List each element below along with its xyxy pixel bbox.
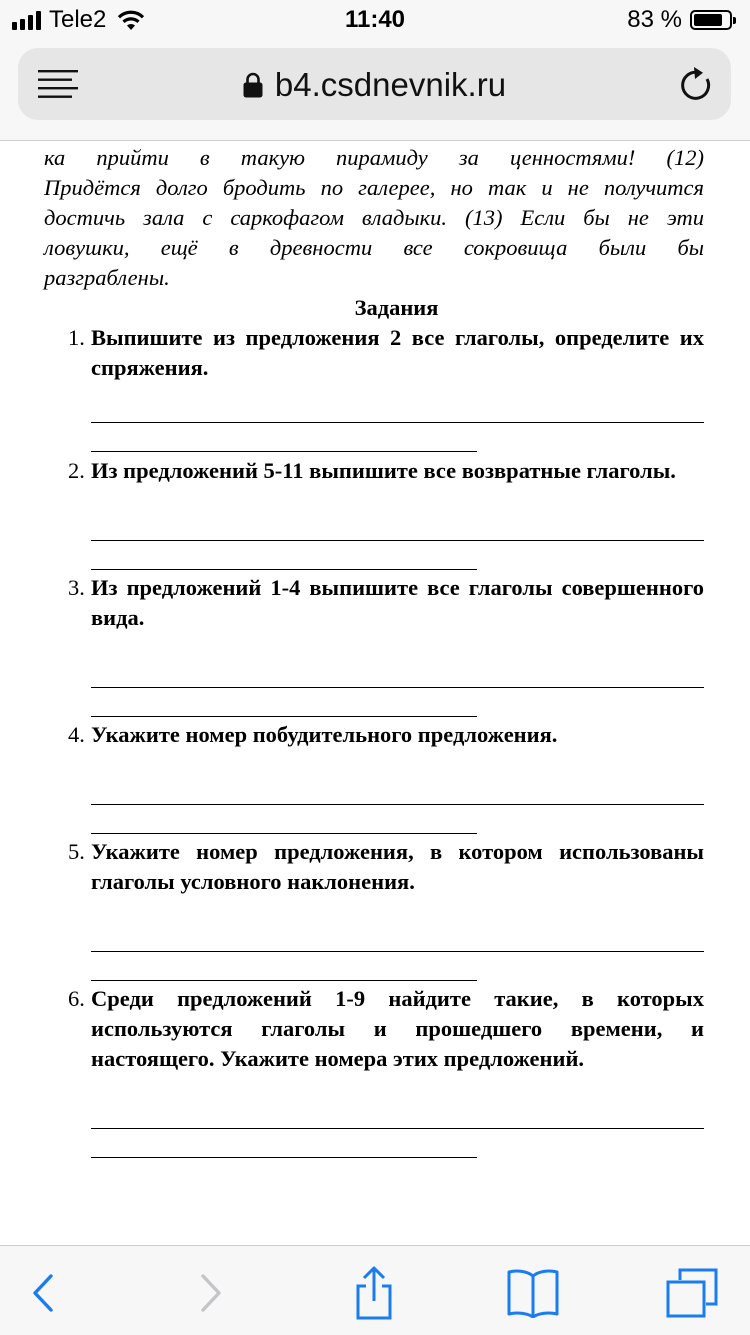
task-item [44,984,704,1074]
document-content [44,143,704,1158]
battery-icon [690,10,732,30]
intro-line: Придётся долго бродить по галерее, но так и не получится [44,175,704,200]
task-number: 1. [68,325,85,350]
browser-navigation [0,40,750,141]
tabs-icon [666,1268,718,1318]
forward-icon [199,1273,223,1313]
task-item [44,573,704,633]
share-button[interactable] [344,1268,404,1318]
task-text: Из предложений 5-11 выпишите все возвратные глаголы. [91,458,676,483]
bookmarks-icon [505,1268,561,1318]
battery-nub [733,17,736,24]
reload-icon[interactable] [679,66,713,102]
url-text[interactable]: b4.csdnevnik.ru [274,66,507,103]
task-item [44,323,704,383]
tabs-button[interactable] [662,1268,722,1318]
task-text: Среди предложений 1-9 найдите такие, в которых используются глаголы и прошедшего времени, и настоящего. Укажите номера этих предложений. [91,986,704,1071]
share-icon [352,1266,396,1320]
forward-button[interactable] [181,1268,241,1318]
lock-icon [243,72,263,98]
task-number: 5. [68,839,85,864]
task-item [44,720,704,750]
status-time: 11:40 [344,6,406,33]
task-number: 4. [68,722,85,747]
task-number: 2. [68,458,85,483]
back-button[interactable] [13,1268,73,1318]
task-text: Выпишите из предложения 2 все глаголы, определите их спряжения. [91,325,704,380]
intro-line: ловушки, ещё в древности все сокровища были бы [44,235,704,260]
task-item [44,837,704,897]
tasks-heading: Задания [354,295,439,320]
address-bar[interactable] [18,48,731,120]
status-bar [0,0,750,40]
intro-paragraph [44,143,704,293]
intro-line: разграблены. [44,265,170,290]
task-number: 3. [68,575,85,600]
task-text: Укажите номер побудительного предложения. [91,722,558,747]
status-right [627,6,732,34]
intro-line: достичь зала с саркофагом владыки. (13) Если бы не эти [44,205,704,230]
bookmarks-button[interactable] [503,1268,563,1318]
task-text: Укажите номер предложения, в котором использованы глаголы условного наклонения. [91,839,704,894]
task-text: Из предложений 1-4 выпишите все глаголы совершенного вида. [91,575,704,630]
back-icon [31,1273,55,1313]
bottom-toolbar [0,1245,750,1335]
answer-line [91,1157,477,1158]
carrier-name: Tele2 [49,6,107,33]
intro-line: ка прийти в такую пирамиду за ценностями! (12) [44,145,704,170]
task-item [44,456,704,486]
url-group[interactable] [18,66,731,104]
task-number: 6. [68,986,85,1011]
battery-percent: 83 % [627,6,682,33]
battery-fill [694,14,722,26]
